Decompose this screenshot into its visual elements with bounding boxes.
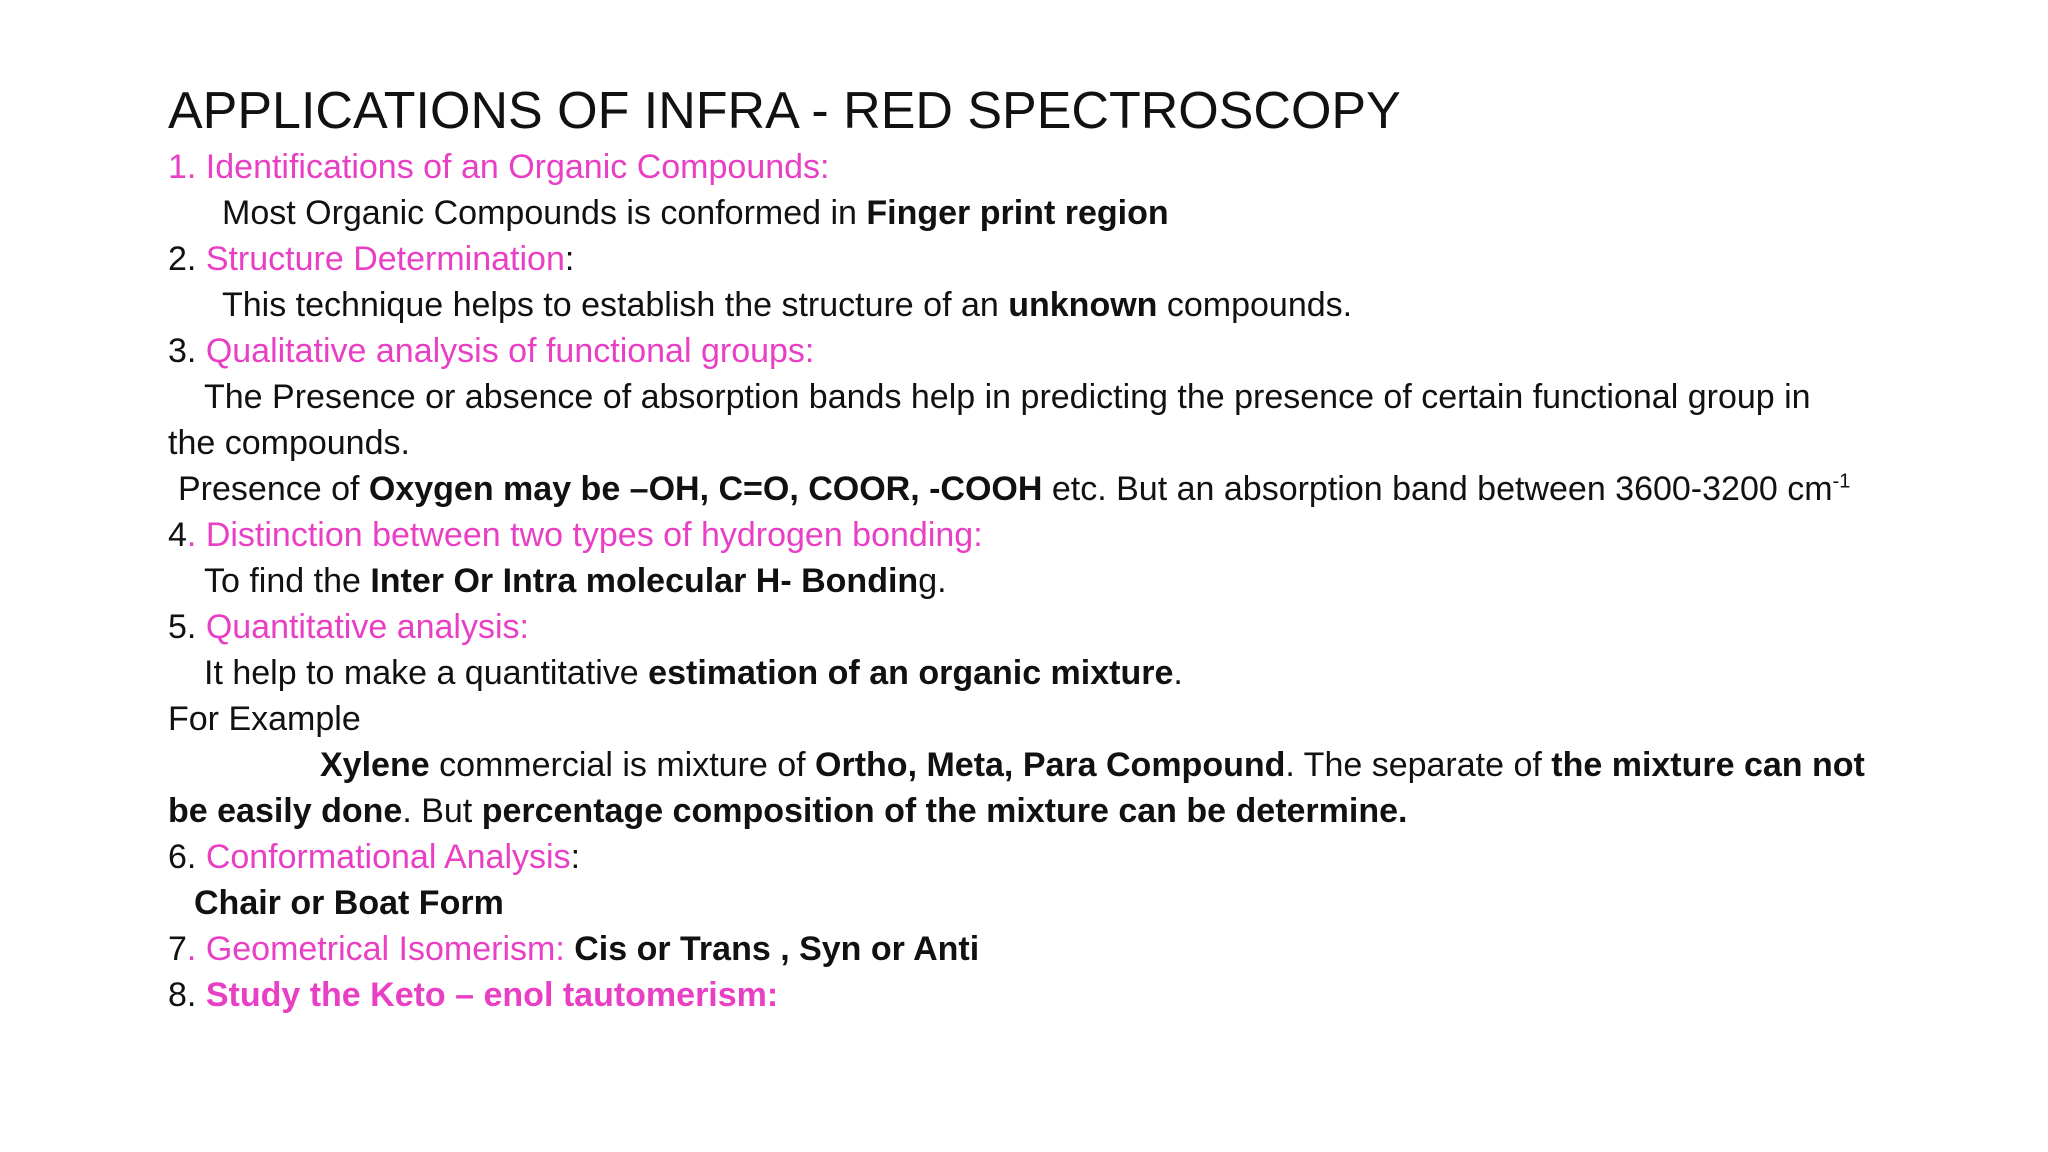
item-5-number: 5.	[168, 608, 206, 646]
item-3-oxy-bold: Oxygen may be –OH, C=O, COOR, -COOH	[368, 470, 1043, 508]
item-8-line	[168, 972, 1968, 1018]
item-7-desc-bold: Cis or Trans , Syn or Anti	[574, 930, 980, 968]
item-2-number: 2.	[168, 240, 206, 278]
item-5-desc-bold: estimation of an organic mixture	[648, 654, 1174, 692]
item-4-desc-text-2: g.	[918, 562, 947, 600]
item-1-heading-line	[168, 144, 1968, 190]
item-4-number: 4	[168, 516, 187, 554]
item-4-description	[168, 558, 1968, 604]
item-5-example-line-2	[168, 788, 1968, 834]
item-3-oxygen-line	[168, 466, 1968, 512]
item-5-ex-text-1: commercial is mixture of	[429, 746, 816, 784]
item-5-desc-text-2: .	[1173, 654, 1183, 692]
item-3-description-line-1: The Presence or absence of absorption bands help in predicting the presence of certain functional group in	[204, 378, 1811, 416]
item-4-desc-text-1: To find the	[204, 562, 371, 600]
item-3-oxy-text-1: Presence of	[178, 470, 369, 508]
item-6-heading-line	[168, 834, 1968, 880]
item-5-description	[168, 650, 1968, 696]
item-7-line	[168, 926, 1968, 972]
item-4-heading: . Distinction between two types of hydrogen bonding:	[186, 516, 983, 554]
item-6-heading: Conformational Analysis	[205, 838, 571, 876]
item-3-number: 3.	[168, 332, 206, 370]
item-4-heading-line	[168, 512, 1968, 558]
item-6-description	[168, 880, 1968, 926]
slide-content	[168, 78, 1968, 1018]
item-5-ex-text-3: . But	[402, 792, 482, 830]
item-2-desc-text-2: compounds.	[1157, 286, 1353, 324]
item-3-heading-line	[168, 328, 1968, 374]
item-3-heading: Qualitative analysis of functional groups:	[205, 332, 815, 370]
item-5-heading-line	[168, 604, 1968, 650]
item-5-ex-bold-3: the mixture can not	[1551, 746, 1865, 784]
item-5-desc-text-1: It help to make a quantitative	[204, 654, 649, 692]
item-5-ex-bold-2: Ortho, Meta, Para Compound	[815, 746, 1286, 784]
item-8-number: 8.	[168, 976, 206, 1014]
item-7-heading: . Geometrical Isomerism:	[186, 930, 575, 968]
item-2-desc-text-1: This technique helps to establish the structure of an	[222, 286, 1009, 324]
slide-title: APPLICATIONS OF INFRA - RED SPECTROSCOPY	[168, 82, 1401, 140]
item-3-oxy-text-2: etc. But an absorption band between 3600-3200 cm	[1042, 470, 1833, 508]
item-1-description	[168, 190, 1968, 236]
item-2-heading: Structure Determination	[205, 240, 565, 278]
item-5-ex-bold-4: be easily done	[168, 792, 403, 830]
item-5-ex-bold-5: percentage composition of the mixture can be determine.	[481, 792, 1408, 830]
item-5-ex-text-2: . The separate of	[1285, 746, 1552, 784]
item-1-desc-bold: Finger print region	[866, 194, 1169, 232]
item-6-number: 6.	[168, 838, 206, 876]
item-3-oxy-superscript: -1	[1832, 470, 1851, 493]
item-5-example-line-1	[168, 742, 1968, 788]
item-1-heading: 1. Identifications of an Organic Compounds:	[168, 148, 830, 186]
item-3-description-line-2: the compounds.	[168, 424, 410, 462]
item-5-ex-bold-1: Xylene	[320, 746, 430, 784]
item-6-desc-bold: Chair or Boat Form	[194, 884, 504, 922]
item-5-heading: Quantitative analysis:	[205, 608, 529, 646]
item-7-number: 7	[168, 930, 187, 968]
item-2-description	[168, 282, 1968, 328]
item-5-example-label: For Example	[168, 700, 361, 738]
item-8-heading: Study the Keto – enol tautomerism:	[205, 976, 779, 1014]
item-2-colon: :	[564, 240, 575, 278]
item-2-heading-line	[168, 236, 1968, 282]
item-4-desc-bold: Inter Or Intra molecular H- Bondin	[370, 562, 919, 600]
item-6-colon: :	[570, 838, 581, 876]
item-2-desc-bold: unknown	[1008, 286, 1158, 324]
item-1-desc-text: Most Organic Compounds is conformed in	[222, 194, 867, 232]
